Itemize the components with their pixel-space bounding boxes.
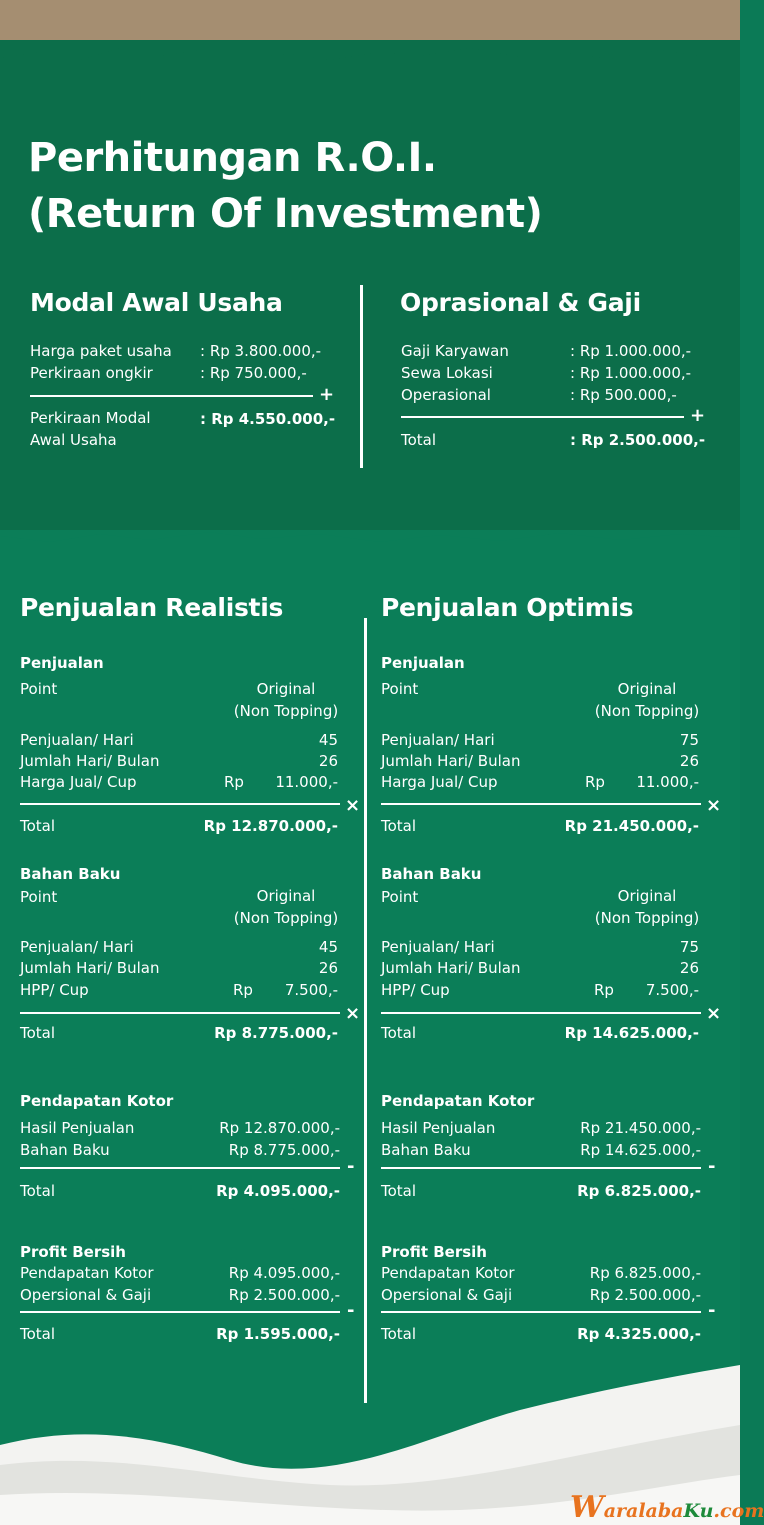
row-value: 26 bbox=[679, 752, 699, 770]
logo-text-aralaba: aralaba bbox=[603, 1500, 684, 1522]
point-label: Point bbox=[381, 680, 419, 698]
modal-heading: Modal Awal Usaha bbox=[30, 288, 283, 317]
row-label: Jumlah Hari/ Bulan bbox=[381, 752, 521, 770]
row-value: 26 bbox=[679, 959, 699, 977]
row-value: 26 bbox=[318, 959, 338, 977]
column-divider-top bbox=[360, 285, 363, 468]
optimistic-heading: Penjualan Optimis bbox=[381, 593, 634, 622]
plus-sign: + bbox=[690, 405, 706, 426]
row-label: Penjualan/ Hari bbox=[381, 938, 495, 956]
total-value: Rp 14.625.000,- bbox=[564, 1024, 699, 1042]
row-label: Opersional & Gaji bbox=[20, 1286, 152, 1304]
sum-line bbox=[20, 1311, 340, 1313]
sum-line bbox=[381, 1012, 701, 1014]
total-value: Rp 1.595.000,- bbox=[216, 1325, 340, 1343]
logo-text-ku: Ku bbox=[683, 1500, 714, 1522]
ops-row-value: : Rp 500.000,- bbox=[570, 386, 677, 404]
multiply-sign: × bbox=[706, 1003, 722, 1024]
ops-row-value: : Rp 1.000.000,- bbox=[570, 364, 692, 382]
ops-row-label: Gaji Karyawan bbox=[401, 342, 509, 360]
row-label: Jumlah Hari/ Bulan bbox=[20, 752, 160, 770]
title-line-1: Perhitungan R.O.I. bbox=[28, 135, 437, 181]
row-value: 75 bbox=[679, 731, 699, 749]
currency-label: Rp bbox=[224, 773, 244, 791]
modal-row-label: Perkiraan ongkir bbox=[30, 364, 153, 382]
row-value: 75 bbox=[679, 938, 699, 956]
bersih-title: Profit Bersih bbox=[381, 1243, 487, 1261]
row-label: Jumlah Hari/ Bulan bbox=[381, 959, 521, 977]
multiply-sign: × bbox=[706, 795, 722, 816]
currency-label: Rp bbox=[594, 981, 614, 999]
total-value: Rp 6.825.000,- bbox=[577, 1182, 701, 1200]
sum-line bbox=[381, 1311, 701, 1313]
total-label: Total bbox=[381, 1325, 417, 1343]
modal-total-value: : Rp 4.550.000,- bbox=[200, 410, 336, 428]
ops-sum-line bbox=[401, 416, 684, 418]
ops-row-label: Sewa Lokasi bbox=[401, 364, 493, 382]
ops-row-value: : Rp 1.000.000,- bbox=[570, 342, 692, 360]
logo-text-com: .com bbox=[713, 1500, 764, 1522]
non-topping-label: (Non Topping) bbox=[594, 909, 700, 927]
minus-sign: - bbox=[347, 1156, 355, 1177]
point-label: Point bbox=[20, 680, 58, 698]
point-label: Point bbox=[381, 888, 419, 906]
ops-total-label: Total bbox=[401, 431, 437, 449]
total-label: Total bbox=[381, 1182, 417, 1200]
row-value: 11.000,- bbox=[636, 773, 699, 791]
modal-total-label-1: Perkiraan Modal bbox=[30, 409, 151, 427]
minus-sign: - bbox=[708, 1300, 716, 1321]
ops-total-value: : Rp 2.500.000,- bbox=[570, 431, 706, 449]
non-topping-label: (Non Topping) bbox=[233, 702, 339, 720]
total-value: Rp 21.450.000,- bbox=[564, 817, 699, 835]
modal-row-value: : Rp 750.000,- bbox=[200, 364, 307, 382]
multiply-sign: × bbox=[345, 1003, 361, 1024]
bahan-title: Bahan Baku bbox=[20, 865, 121, 883]
multiply-sign: × bbox=[345, 795, 361, 816]
original-label: Original bbox=[256, 887, 316, 905]
row-label: HPP/ Cup bbox=[20, 981, 89, 999]
row-value: 45 bbox=[318, 731, 338, 749]
row-value: Rp 8.775.000,- bbox=[228, 1141, 340, 1159]
sum-line bbox=[20, 1167, 340, 1169]
original-label: Original bbox=[256, 680, 316, 698]
original-label: Original bbox=[617, 887, 677, 905]
non-topping-label: (Non Topping) bbox=[594, 702, 700, 720]
row-value: Rp 2.500.000,- bbox=[228, 1286, 340, 1304]
penjualan-title: Penjualan bbox=[381, 654, 465, 672]
row-value: Rp 14.625.000,- bbox=[580, 1141, 701, 1159]
row-label: Harga Jual/ Cup bbox=[381, 773, 498, 791]
row-label: Hasil Penjualan bbox=[381, 1119, 496, 1137]
modal-total-label-2: Awal Usaha bbox=[30, 431, 117, 449]
row-value: 7.500,- bbox=[645, 981, 699, 999]
sum-line bbox=[20, 1012, 340, 1014]
row-value: 45 bbox=[318, 938, 338, 956]
total-label: Total bbox=[20, 1325, 56, 1343]
row-label: Hasil Penjualan bbox=[20, 1119, 135, 1137]
minus-sign: - bbox=[347, 1300, 355, 1321]
total-value: Rp 4.325.000,- bbox=[577, 1325, 701, 1343]
minus-sign: - bbox=[708, 1156, 716, 1177]
row-label: Bahan Baku bbox=[381, 1141, 471, 1159]
modal-row-value: : Rp 3.800.000,- bbox=[200, 342, 322, 360]
row-value: 26 bbox=[318, 752, 338, 770]
penjualan-title: Penjualan bbox=[20, 654, 104, 672]
page-title bbox=[28, 130, 542, 242]
row-label: Penjualan/ Hari bbox=[20, 938, 134, 956]
row-value: 11.000,- bbox=[275, 773, 338, 791]
logo-letter-w: W bbox=[570, 1490, 604, 1525]
row-value: Rp 6.825.000,- bbox=[589, 1264, 701, 1282]
kotor-title: Pendapatan Kotor bbox=[20, 1092, 174, 1110]
row-label: Opersional & Gaji bbox=[381, 1286, 513, 1304]
row-label: Bahan Baku bbox=[20, 1141, 110, 1159]
row-label: Penjualan/ Hari bbox=[381, 731, 495, 749]
original-label: Original bbox=[617, 680, 677, 698]
total-value: Rp 8.775.000,- bbox=[214, 1024, 338, 1042]
non-topping-label: (Non Topping) bbox=[233, 909, 339, 927]
modal-sum-line bbox=[30, 395, 313, 397]
column-divider-bottom bbox=[364, 618, 367, 1403]
row-value: 7.500,- bbox=[284, 981, 338, 999]
total-label: Total bbox=[20, 817, 56, 835]
ops-row-label: Operasional bbox=[401, 386, 491, 404]
total-value: Rp 4.095.000,- bbox=[216, 1182, 340, 1200]
row-value: Rp 21.450.000,- bbox=[580, 1119, 701, 1137]
row-label: Pendapatan Kotor bbox=[381, 1264, 515, 1282]
waralabaku-logo bbox=[570, 1490, 764, 1525]
bahan-title: Bahan Baku bbox=[381, 865, 482, 883]
plus-sign: + bbox=[319, 384, 335, 405]
total-label: Total bbox=[381, 817, 417, 835]
currency-label: Rp bbox=[585, 773, 605, 791]
sum-line bbox=[381, 1167, 701, 1169]
kotor-title: Pendapatan Kotor bbox=[381, 1092, 535, 1110]
row-label: Pendapatan Kotor bbox=[20, 1264, 154, 1282]
torn-edge-top bbox=[0, 30, 740, 70]
row-value: Rp 12.870.000,- bbox=[219, 1119, 340, 1137]
ops-heading: Oprasional & Gaji bbox=[400, 288, 641, 317]
row-value: Rp 2.500.000,- bbox=[589, 1286, 701, 1304]
torn-edge-middle bbox=[0, 522, 740, 552]
row-label: Penjualan/ Hari bbox=[20, 731, 134, 749]
currency-label: Rp bbox=[233, 981, 253, 999]
realistic-heading: Penjualan Realistis bbox=[20, 593, 284, 622]
modal-row-label: Harga paket usaha bbox=[30, 342, 172, 360]
row-value: Rp 4.095.000,- bbox=[228, 1264, 340, 1282]
sum-line bbox=[381, 803, 701, 805]
bersih-title: Profit Bersih bbox=[20, 1243, 126, 1261]
row-label: HPP/ Cup bbox=[381, 981, 450, 999]
total-label: Total bbox=[381, 1024, 417, 1042]
total-label: Total bbox=[20, 1182, 56, 1200]
sum-line bbox=[20, 803, 340, 805]
row-label: Harga Jual/ Cup bbox=[20, 773, 137, 791]
row-label: Jumlah Hari/ Bulan bbox=[20, 959, 160, 977]
title-line-2: (Return Of Investment) bbox=[28, 191, 543, 237]
total-value: Rp 12.870.000,- bbox=[203, 817, 338, 835]
total-label: Total bbox=[20, 1024, 56, 1042]
point-label: Point bbox=[20, 888, 58, 906]
